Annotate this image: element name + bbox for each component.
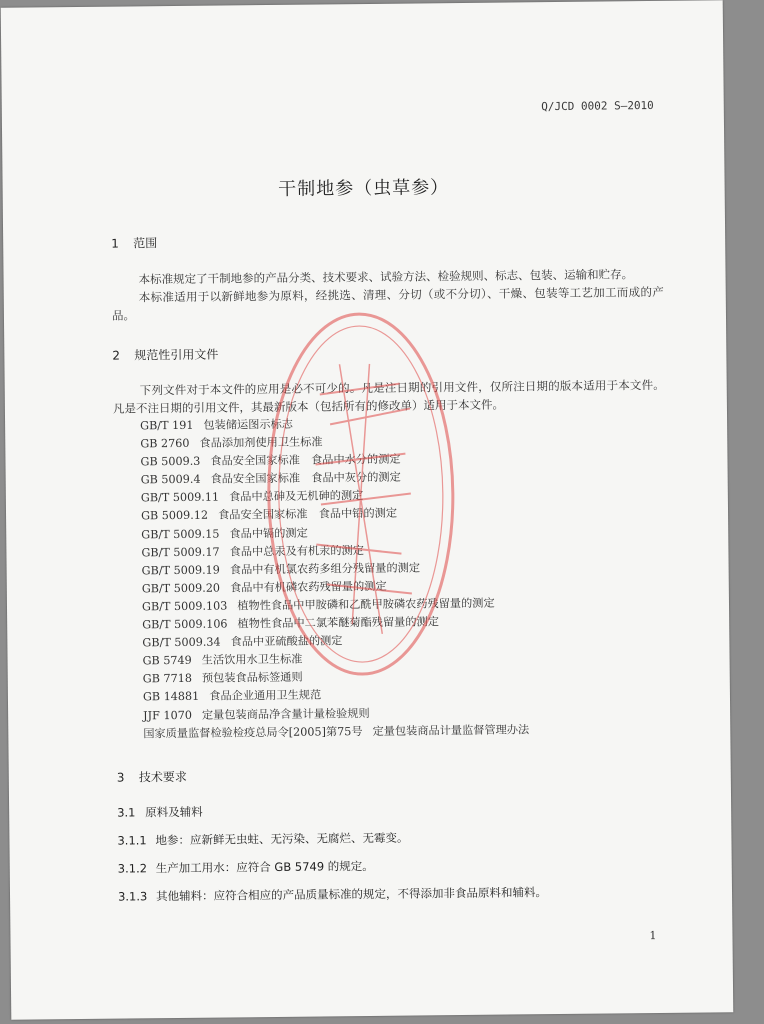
reference-item: GB 5009.12 食品安全国家标准 食品中铅的测定 [140, 507, 398, 523]
reference-item: GB/T 5009.20 食品中有机磷农药残留量的测定 [141, 579, 387, 596]
clause-3-1-1: 3.1.1 地参：应新鲜无虫蛀、无污染、无腐烂、无霉变。 [117, 830, 409, 848]
normative-intro: 下列文件对于本文件的应用是必不可少的。凡是注日期的引用文件，仅所注日期的版本适用于本文件。凡是不注日期的引用文件，其最新版本（包括所有的修改单）适用于本文件。 [112, 377, 665, 416]
reference-item: GB/T 5009.103 植物性食品中甲胺磷和乙酰甲胺磷农药残留量的测定 [141, 596, 495, 614]
reference-list [140, 412, 643, 743]
section-1-heading: 1 范围 [111, 236, 158, 251]
reference-item: GB 5749 生活饮用水卫生标准 [142, 652, 303, 668]
reference-item: GB 7718 预包装食品标签通则 [142, 670, 303, 686]
reference-item: GB/T 5009.11 食品中总砷及无机砷的测定 [140, 489, 364, 505]
document-code: Q/JCD 0002 S—2010 [541, 98, 654, 114]
clause-3-1-3: 3.1.3 其他辅料：应符合相应的产品质量标准的规定，不得添加非食品原料和辅料。 [117, 885, 548, 904]
reference-item: GB/T 5009.106 植物性食品中二氯苯醚菊酯残留量的测定 [142, 615, 439, 632]
reference-item: GB/T 5009.34 食品中亚硫酸盐的测定 [142, 634, 343, 650]
reference-item: GB 14881 食品企业通用卫生规范 [142, 688, 322, 704]
reference-item: GB/T 191 包装储运图示标志 [140, 417, 293, 433]
document-title: 干制地参（虫草参） [278, 177, 450, 200]
scope-paragraph-2: 本标准适用于以新鲜地参为原料，经挑选、清理、分切（或不分切）、干燥、包装等工艺加工而成的产品。 [111, 284, 664, 323]
section-2-heading: 2 规范性引用文件 [112, 347, 219, 363]
reference-item: GB 5009.3 食品安全国家标准 食品中水分的测定 [140, 452, 401, 469]
reference-item: GB 2760 食品添加剂使用卫生标准 [140, 435, 323, 451]
reference-item: GB/T 5009.15 食品中镉的测定 [141, 526, 308, 541]
reference-item: JJF 1070 定量包装商品净含量计量检验规则 [143, 706, 370, 722]
reference-item: 国家质量监督检验检疫总局令[2005]第75号 定量包装商品计量监督管理办法 [143, 722, 530, 740]
clause-3-1-2: 3.1.2 生产加工用水：应符合 GB 5749 的规定。 [117, 858, 374, 876]
clause-3-1: 3.1 原料及辅料 [117, 804, 203, 820]
page-number: 1 [649, 928, 657, 943]
scope-paragraph-1: 本标准规定了干制地参的产品分类、技术要求、试验方法、检验规则、标志、包装、运输和贮存。 [138, 267, 634, 287]
section-3-heading: 3 技术要求 [116, 769, 187, 785]
reference-item: GB 5009.4 食品安全国家标准 食品中灰分的测定 [140, 470, 401, 487]
reference-item: GB/T 5009.17 食品中总汞及有机汞的测定 [141, 543, 364, 560]
document-page [1, 0, 734, 1020]
reference-item: GB/T 5009.19 食品中有机氯农药多组分残留量的测定 [141, 561, 421, 578]
